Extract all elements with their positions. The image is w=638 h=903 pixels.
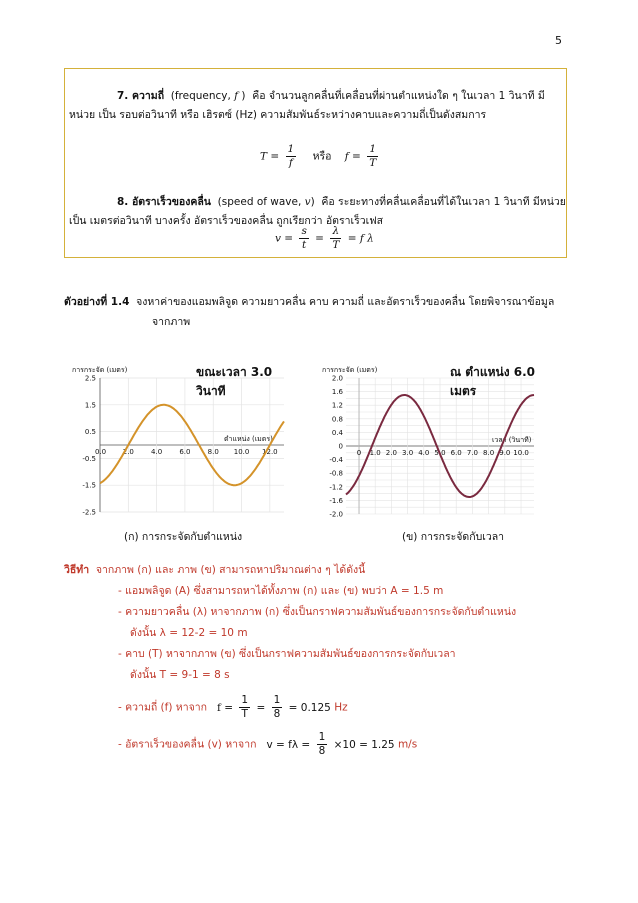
chart-1-title: ขณะเวลา 3.0 วินาที [196,365,273,398]
formula-eq: = [284,232,294,245]
x-tick-label: 10.0 [233,448,250,456]
chart-displacement-position [72,362,294,518]
y-tick-label: 2.0 [331,374,343,383]
x-axis-label: เวลา (วินาที) [492,436,532,444]
formula-or: หรือ [312,150,332,163]
solution-label: วิธีทำ [64,564,90,576]
chart-2-caption: (ข) การกระจัดกับเวลา [402,531,505,543]
frac-den: 8 [318,745,326,757]
y-tick-label: -0.4 [329,456,343,465]
paragraph-7-line-1 [117,87,545,104]
y-tick-label: -2.5 [82,508,96,517]
paragraph-7-text: คือ จำนวนลูกคลื่นที่เคลื่อนที่ผ่านตำแหน่งใด ๆ ในเวลา 1 วินาที มี [252,90,545,102]
paragraph-8-line-1 [117,193,566,210]
chart-displacement-time [322,362,542,518]
speed-unit: m/s [397,738,418,751]
y-tick-label: -1.2 [329,483,343,492]
frequency-equation [217,694,334,720]
solution-speed [118,731,417,758]
x-tick-label: 10.0 [513,449,529,457]
formula-eq: = [347,232,357,245]
x-tick-label: 4.0 [418,449,430,457]
y-tick-label: 2.5 [84,374,96,383]
frac-num: 1 [318,731,326,743]
frac-den: t [302,239,307,251]
speed-lhs: v = fλ = [266,738,311,751]
x-tick-label: 2.0 [122,448,134,456]
paragraph-8-text: คือ ระยะทางที่คลื่นเคลื่อนที่ได้ในเวลา 1 วินาที มีหน่วย [321,196,566,208]
freq-fraction-1-over-8 [272,694,283,721]
solution-period-2: ดังนั้น T = 9-1 = 8 s [130,669,230,681]
fraction-1-over-f [286,143,297,170]
chart-2-title: ณ ตำแหน่ง 6.0 เมตร [450,365,535,398]
y-tick-label: -0.5 [82,454,96,463]
x-tick-label: 2.0 [385,449,397,457]
speed-result: ×10 = 1.25 [333,738,395,751]
x-axis-label: ตำแหน่ง (เมตร) [224,435,273,443]
y-tick-label: 1.6 [331,388,343,397]
freq-eq: = [224,701,234,714]
x-tick-label: 1.0 [369,449,381,457]
fraction-1-over-T [367,143,378,170]
paragraph-7-paren-close: ) [241,90,246,102]
fraction-s-over-t [299,225,308,252]
formula-f-lambda: f λ [359,232,374,245]
example-line-2: จากภาพ [152,316,191,328]
x-tick-label: 7.0 [466,449,478,457]
y-tick-label: 0.4 [331,428,343,437]
frac-den: T [369,157,377,169]
paragraph-7-line-2: หน่วย เป็น รอบต่อวินาที หรือ เฮิรตซ์ (Hz) ความสัมพันธ์ระหว่างคาบและความถี่เป็นดังสมการ [69,109,487,121]
fraction-lambda-over-T [330,225,341,252]
formula-eq: = [315,232,324,245]
solution-period-1: - คาบ (T) หาจากภาพ (ข) ซึ่งเป็นกราฟความสัมพันธ์ของการกระจัดกับเวลา [118,648,456,660]
frequency-label: - ความถี่ (f) หาจาก [118,701,208,714]
example-line-1 [64,293,554,310]
paragraph-7-title: 7. ความถี่ [117,90,165,102]
example-label: ตัวอย่างที่ 1.4 [64,296,130,308]
x-tick-label: 5.0 [434,449,446,457]
example-text: จงหาค่าของแอมพลิจูด ความยาวคลื่น คาบ ความถี่ และอัตราเร็วของคลื่น โดยพิจารณาข้อมูล [136,296,555,308]
y-tick-label: 0.8 [331,415,343,424]
page-number: 5 [555,34,562,47]
formula-period-frequency [260,143,381,170]
y-tick-label: 0 [338,442,343,451]
formula-eq: = [352,150,361,163]
solution-frequency [118,694,348,721]
y-tick-label: -1.6 [329,496,343,505]
y-tick-label: -1.5 [82,481,96,490]
solution-wavelength-2: ดังนั้น λ = 12-2 = 10 m [130,627,248,639]
y-tick-label: -2.0 [329,510,343,518]
paragraph-7-paren: (frequency, [170,90,235,102]
frac-num: 1 [287,143,295,155]
frac-num: s [301,225,307,237]
frac-den: T [332,239,340,251]
frac-num: λ [330,225,341,239]
solution-intro-text: จากภาพ (ก) และ ภาพ (ข) สามารถหาปริมาณต่าง ๆ ได้ดังนี้ [95,564,366,576]
x-tick-label: 0 [356,449,362,457]
y-tick-label: -0.8 [329,469,343,478]
frac-den: f [288,157,293,169]
speed-fraction-1-over-8 [317,731,328,758]
x-tick-label: 6.0 [450,449,462,457]
freq-f: f [217,701,221,714]
x-tick-label: 6.0 [179,448,191,456]
formula-wave-speed [275,225,374,252]
x-tick-label: 8.0 [483,449,495,457]
x-tick-label: 0.0 [95,448,107,456]
formula-eq: = [270,150,280,163]
frac-den: T [241,708,248,720]
speed-equation [266,731,397,757]
paragraph-8-paren-close: ) [310,196,315,208]
frac-num: 1 [367,143,378,157]
formula-v: v [275,232,281,245]
definition-box [64,68,567,258]
formula-f: f [344,150,349,163]
solution-intro [64,561,365,578]
frac-den: 8 [273,708,281,720]
freq-fraction-1-over-T [239,694,250,721]
freq-eq: = [256,701,266,714]
chart-1-caption: (ก) การกระจัดกับตำแหน่ง [124,531,243,543]
solution-amplitude: - แอมพลิจูด (A) ซึ่งสามารถหาได้ทั้งภาพ (ก) และ (ข) พบว่า A = 1.5 m [118,585,444,597]
paragraph-8-line-2: เป็น เมตรต่อวินาที บางครั้ง อัตราเร็วของคลื่น ถูกเรียกว่า อัตราเร็วเฟส [69,215,384,227]
freq-result: = 0.125 [288,701,331,714]
y-axis-label: การกระจัด (เมตร) [322,366,378,374]
x-tick-label: 12.0 [262,448,278,456]
speed-label: - อัตราเร็วของคลื่น (v) หาจาก [118,738,257,751]
x-tick-label: 3.0 [402,449,414,457]
formula-T: T [260,150,268,163]
y-tick-label: 1.2 [331,401,343,410]
paragraph-8-paren: (speed of wave, [217,196,305,208]
y-axis-label: การกระจัด (เมตร) [72,366,128,374]
paragraph-8-title: 8. อัตราเร็วของคลื่น [117,196,211,208]
solution-wavelength-1: - ความยาวคลื่น (λ) หาจากภาพ (ก) ซึ่งเป็นกราฟความสัมพันธ์ของการกระจัดกับตำแหน่ง [118,606,517,618]
y-tick-label: 1.5 [84,401,96,410]
frac-num: 1 [273,694,281,706]
x-tick-label: 4.0 [151,448,163,456]
x-tick-label: 9.0 [499,449,511,457]
y-tick-label: 0.5 [84,428,96,437]
symbol-f: f [234,90,239,102]
symbol-v: v [304,196,311,208]
frac-num: 1 [241,694,249,706]
freq-unit: Hz [334,701,348,714]
x-tick-label: 8.0 [207,448,219,456]
